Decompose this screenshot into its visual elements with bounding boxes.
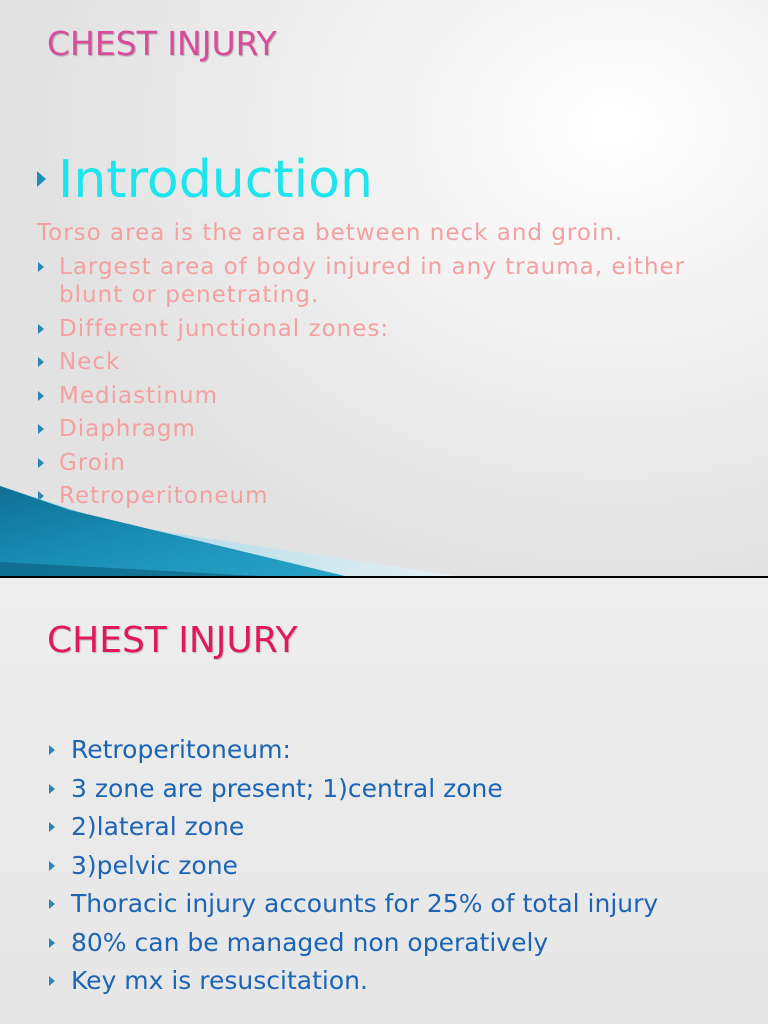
bullet-arrow-icon bbox=[38, 324, 44, 334]
bullet-arrow-icon bbox=[38, 458, 44, 468]
list-item-text: 3 zone are present; 1)central zone bbox=[71, 773, 503, 803]
list-item bbox=[47, 925, 737, 960]
bullet-arrow-icon bbox=[49, 938, 55, 948]
list-item bbox=[37, 415, 737, 443]
section-heading-text: Introduction bbox=[58, 150, 373, 210]
list-item bbox=[47, 963, 737, 998]
list-item-text: Diaphragm bbox=[59, 416, 196, 442]
bullet-list bbox=[47, 732, 737, 1002]
list-item-text: Mediastinum bbox=[59, 382, 219, 409]
bullet-arrow-icon bbox=[49, 861, 55, 871]
list-item-text: Key mx is resuscitation. bbox=[71, 966, 368, 995]
bullet-arrow-icon bbox=[49, 822, 55, 832]
list-item-text: 80% can be managed non operatively bbox=[71, 927, 549, 957]
lead-text: Torso area is the area between neck and groin. bbox=[37, 220, 624, 246]
list-item-text: Retroperitoneum bbox=[59, 483, 269, 509]
list-item-text: Retroperitoneum: bbox=[71, 735, 291, 764]
bullet-arrow-icon bbox=[38, 424, 44, 434]
list-item-text: Largest area of body injured in any trauma, either blunt or penetrating. bbox=[59, 254, 686, 308]
list-item bbox=[47, 809, 737, 844]
bullet-arrow-icon bbox=[38, 391, 44, 401]
list-item-text: Thoracic injury accounts for 25% of total injury bbox=[71, 889, 659, 918]
bullet-arrow-icon bbox=[38, 262, 44, 272]
list-item-text: 2)lateral zone bbox=[71, 812, 245, 841]
list-item bbox=[47, 886, 737, 921]
list-item-text: 3)pelvic zone bbox=[71, 850, 238, 880]
slide-2 bbox=[0, 578, 768, 1024]
slide-title: CHEST INJURY bbox=[47, 620, 298, 661]
list-item-text: Neck bbox=[59, 349, 121, 375]
list-item-text: Different junctional zones: bbox=[59, 315, 390, 342]
section-heading bbox=[37, 150, 373, 210]
list-item bbox=[47, 771, 737, 806]
bullet-arrow-icon bbox=[37, 171, 46, 187]
bullet-arrow-icon bbox=[49, 745, 55, 755]
slide-title: CHEST INJURY bbox=[47, 24, 277, 63]
bullet-arrow-icon bbox=[38, 357, 44, 367]
list-item bbox=[47, 732, 737, 767]
list-item bbox=[37, 253, 737, 309]
list-item bbox=[37, 315, 737, 343]
list-item bbox=[37, 382, 737, 410]
bullet-arrow-icon bbox=[49, 784, 55, 794]
list-item bbox=[47, 848, 737, 883]
list-item bbox=[37, 348, 737, 376]
list-item-text: Groin bbox=[59, 449, 126, 476]
decorative-swoosh bbox=[0, 470, 768, 576]
bullet-arrow-icon bbox=[49, 899, 55, 909]
bullet-arrow-icon bbox=[49, 976, 55, 986]
